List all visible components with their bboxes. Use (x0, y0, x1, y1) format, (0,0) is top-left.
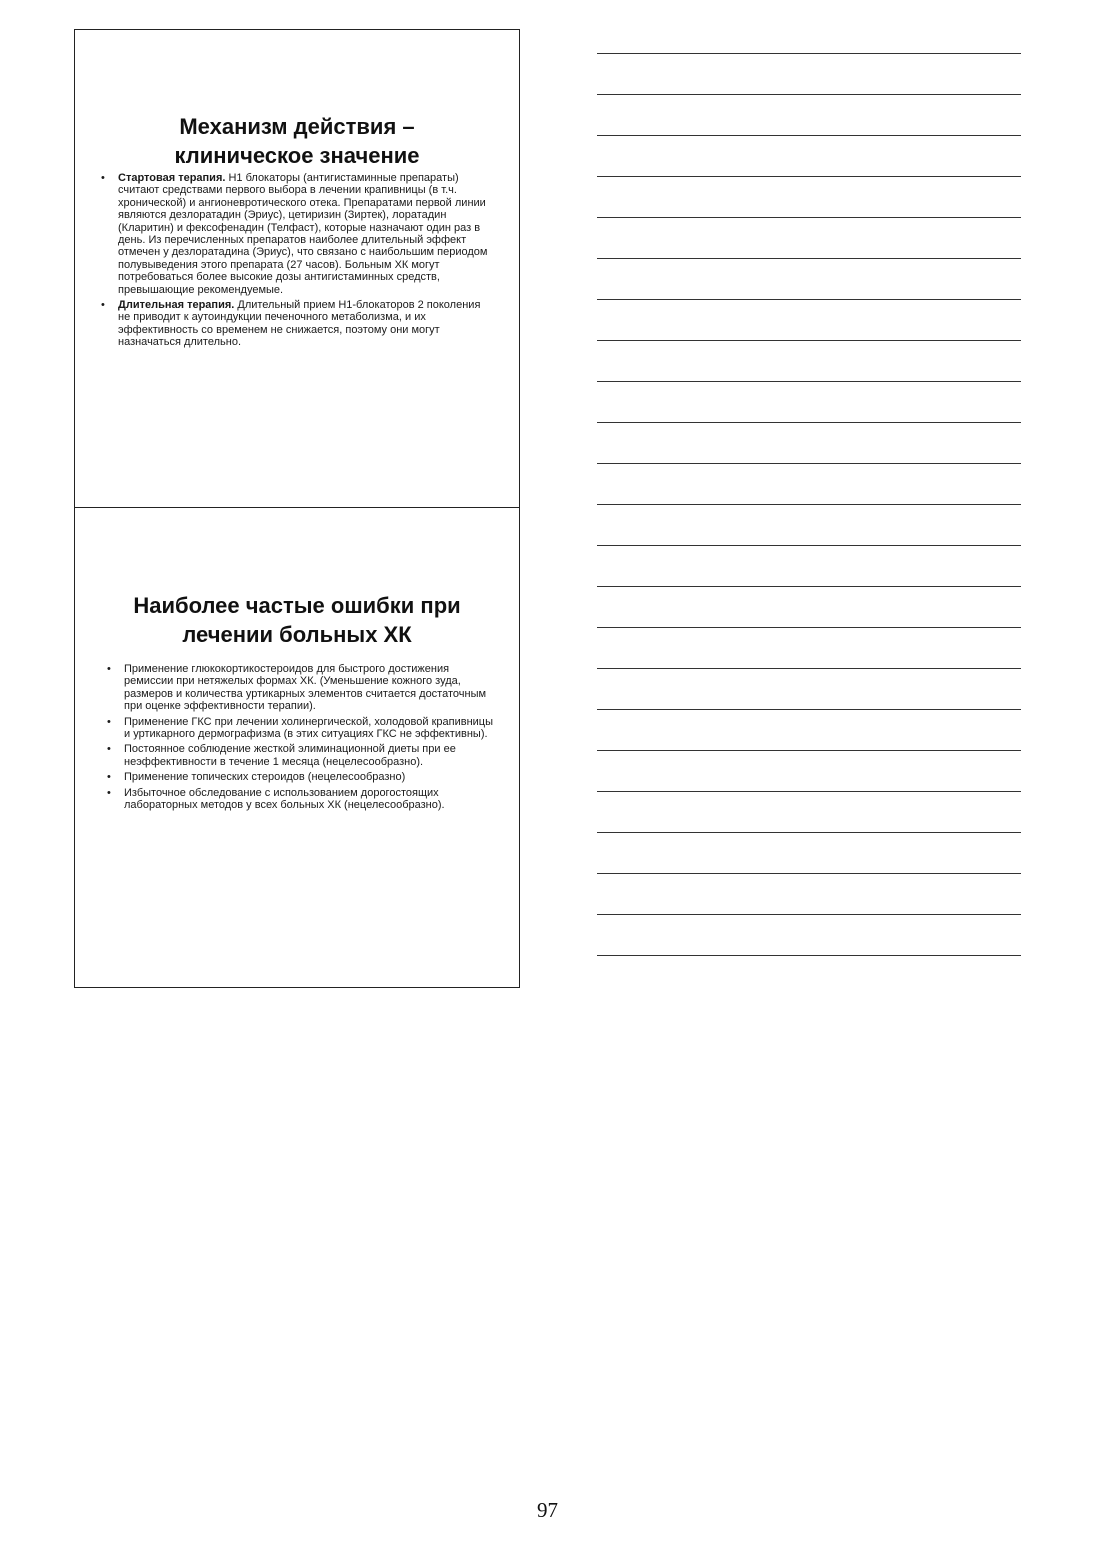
slides-column (74, 29, 520, 988)
bullet-list (107, 663, 497, 814)
note-line (597, 299, 1021, 300)
slide-common-errors (75, 508, 519, 987)
slide-title-line-2: лечении больных ХК (182, 622, 412, 647)
slide-title-line-1: Механизм действия – (179, 114, 415, 139)
note-line (597, 381, 1021, 382)
note-line (597, 668, 1021, 669)
note-line (597, 873, 1021, 874)
note-line (597, 709, 1021, 710)
notes-lines (597, 53, 1021, 996)
note-line (597, 53, 1021, 54)
bullet-item: • Применение топических стероидов (нецелесообразно) (107, 771, 497, 783)
bullet-lead: Длительная терапия. (118, 299, 235, 312)
bullet-item: • Постоянное соблюдение жесткой элиминационной диеты при ее неэффективности в течение 1 месяца (нецелесообразно). (107, 743, 497, 768)
slide-title-line-1: Наиболее частые ошибки при (133, 593, 461, 618)
note-line (597, 955, 1021, 956)
note-line (597, 176, 1021, 177)
note-line (597, 627, 1021, 628)
note-line (597, 750, 1021, 751)
bullet-item: • Избыточное обследование с использованием дорогостоящих лабораторных методов у всех больных ХК (нецелесообразно). (107, 787, 497, 812)
note-line (597, 545, 1021, 546)
note-line (597, 340, 1021, 341)
note-line (597, 504, 1021, 505)
note-line (597, 258, 1021, 259)
bullet-item: • Применение глюкокортикостероидов для быстрого достижения ремиссии при нетяжелых формах ХК. (Уменьшение кожного зуда, размеров и количества уртикарных элементов считается достаточным при оценке эффективности терапии). (107, 663, 497, 713)
bullet-list (101, 172, 493, 352)
note-line (597, 463, 1021, 464)
slide-mechanism-of-action (75, 30, 519, 508)
bullet-item-long-term-therapy (101, 299, 493, 349)
bullet-text: Длительный прием Н1-блокаторов 2 поколения не приводит к аутоиндукции печеночного метаболизма, и их эффективность со временем не снижается, поэтому они могут назначаться длительно. (118, 299, 481, 349)
note-line (597, 94, 1021, 95)
bullet-item-starting-therapy (101, 172, 493, 296)
slide-title (75, 112, 519, 170)
note-line (597, 914, 1021, 915)
note-line (597, 832, 1021, 833)
note-line (597, 217, 1021, 218)
slide-title-line-2: клиническое значение (174, 143, 420, 168)
page-number: 97 (537, 1498, 558, 1522)
bullet-lead: Стартовая терапия. (118, 172, 226, 184)
bullet-text: Н1 блокаторы (антигистаминные препараты) считают средствами первого выбора в лечении крапивницы (в т.ч. хронической) и ангионевротического отека. Препаратами первой линии являются дезлоратадин (Эриус), цетиризин (Зиртек), лоратадин (Кларитин) и фексофенадин (Телфаст), которые назначают один раз в день. Из перечисленных препаратов наиболее длительный эффект отмечен у дезлоратадина (Эриус), что связано с наибольшим периодом полувыведения этого препарата (27 часов). Больным ХК могут потребоваться более высокие дозы антигистаминных средств, превышающие рекомендуемые. (118, 172, 488, 296)
note-line (597, 422, 1021, 423)
slide-title (75, 591, 519, 649)
bullet-item: • Применение ГКС при лечении холинергической, холодовой крапивницы и уртикарного дермографизма (в этих ситуациях ГКС не эффективны). (107, 716, 497, 741)
note-line (597, 135, 1021, 136)
note-line (597, 791, 1021, 792)
note-line (597, 586, 1021, 587)
